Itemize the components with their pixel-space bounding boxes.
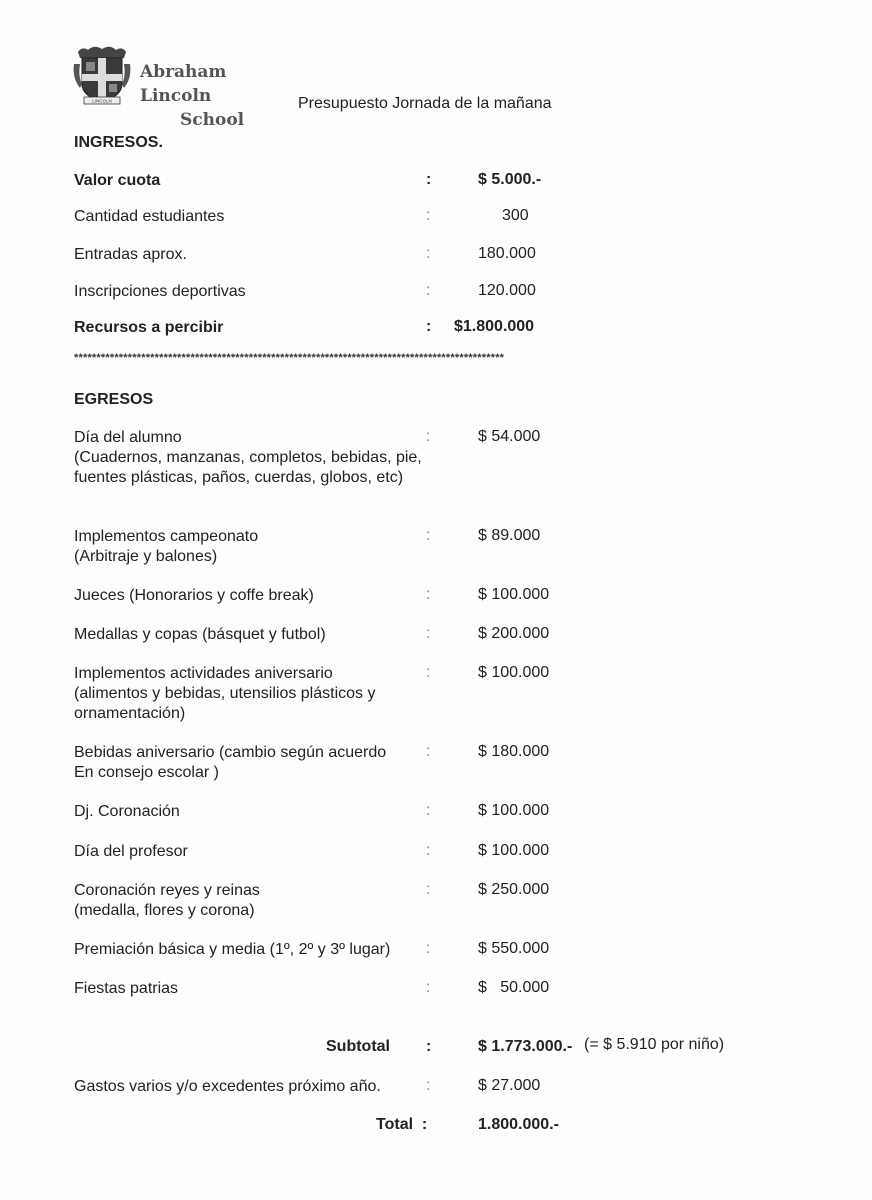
- row-value: $ 180.000: [478, 743, 550, 760]
- row-value: 120.000: [478, 282, 536, 299]
- crest-caption: LINCOLN: [92, 98, 112, 104]
- total-value: 1.800.000.-: [478, 1116, 559, 1133]
- gastos-colon: :: [426, 1077, 431, 1094]
- document-title: Presupuesto Jornada de la mañana: [298, 95, 552, 112]
- row-colon: :: [426, 979, 431, 996]
- row-detail: (Cuadernos, manzanas, completos, bebidas, pie, fuentes plásticas, paños, cuerdas, globos, etc): [74, 449, 422, 486]
- school-crest-logo: [72, 44, 132, 106]
- row-value: $ 100.000: [478, 802, 550, 819]
- row-colon: :: [426, 207, 431, 224]
- total-label: Total :: [376, 1116, 428, 1133]
- row-label: Valor cuota: [74, 172, 161, 189]
- row-value: $1.800.000: [454, 318, 535, 335]
- gastos-label: Gastos varios y/o excedentes próximo año.: [74, 1078, 381, 1095]
- row-label: Día del alumno: [74, 429, 182, 446]
- row-detail: En consejo escolar ): [74, 764, 219, 781]
- row-label-group: [74, 428, 424, 488]
- row-colon: :: [426, 171, 432, 188]
- row-colon: :: [426, 743, 431, 760]
- row-label: Cantidad estudiantes: [74, 208, 225, 225]
- row-label: Jueces (Honorarios y coffe break): [74, 587, 314, 604]
- row-value: $ 100.000: [478, 842, 550, 859]
- row-detail: (Arbitraje y balones): [74, 548, 218, 565]
- row-colon: :: [426, 318, 432, 335]
- crest-icon: [72, 44, 132, 106]
- gastos-value: $ 27.000: [478, 1077, 541, 1094]
- row-label: Implementos actividades aniversario: [74, 665, 333, 682]
- row-label: Día del profesor: [74, 843, 188, 860]
- subtotal-colon: :: [426, 1038, 432, 1055]
- row-label: Bebidas aniversario (cambio según acuerdo: [74, 744, 387, 761]
- row-colon: :: [426, 881, 431, 898]
- ingresos-heading: INGRESOS.: [74, 134, 163, 151]
- row-value: $ 250.000: [478, 881, 550, 898]
- row-value: 180.000: [478, 245, 536, 262]
- school-name-line1: Abraham Lincoln: [140, 62, 227, 106]
- row-detail: (medalla, flores y corona): [74, 902, 255, 919]
- row-label: Fiestas patrias: [74, 980, 179, 997]
- row-value: $ 100.000: [478, 664, 550, 681]
- row-value: $ 89.000: [478, 527, 541, 544]
- row-label: Coronación reyes y reinas: [74, 882, 260, 899]
- row-label: Inscripciones deportivas: [74, 283, 246, 300]
- row-colon: :: [426, 940, 431, 957]
- row-colon: :: [426, 586, 431, 603]
- row-detail: (alimentos y bebidas, utensilios plásticos y ornamentación): [74, 685, 376, 722]
- row-value: $ 54.000: [478, 428, 541, 445]
- row-label-group: [74, 664, 424, 724]
- subtotal-value: $ 1.773.000.-: [478, 1038, 573, 1055]
- row-value: 300: [502, 207, 529, 224]
- row-label-group: [74, 527, 424, 567]
- school-name: [140, 60, 300, 132]
- row-value: $ 50.000: [478, 979, 550, 996]
- row-value: $ 550.000: [478, 940, 550, 957]
- row-label: Dj. Coronación: [74, 803, 180, 820]
- row-colon: :: [426, 664, 431, 681]
- row-value: $ 200.000: [478, 625, 550, 642]
- egresos-heading: EGRESOS: [74, 391, 154, 408]
- row-colon: :: [426, 842, 431, 859]
- row-colon: :: [426, 802, 431, 819]
- row-label: Entradas aprox.: [74, 246, 187, 263]
- row-value: $ 5.000.-: [478, 171, 542, 188]
- row-value: $ 100.000: [478, 586, 550, 603]
- row-label-group: [74, 881, 424, 921]
- row-colon: :: [426, 527, 431, 544]
- row-colon: :: [426, 428, 431, 445]
- row-label: Recursos a percibir: [74, 319, 224, 336]
- row-label: Implementos campeonato: [74, 528, 259, 545]
- asterisk-separator: ************************************************************************************************: [74, 352, 505, 364]
- subtotal-note: (= $ 5.910 por niño): [584, 1036, 725, 1053]
- school-name-line2: School: [180, 110, 245, 130]
- row-label-group: [74, 743, 424, 783]
- row-colon: :: [426, 625, 431, 642]
- row-label: Medallas y copas (básquet y futbol): [74, 626, 326, 643]
- row-label: Premiación básica y media (1º, 2º y 3º lugar): [74, 941, 391, 958]
- row-colon: :: [426, 245, 431, 262]
- row-colon: :: [426, 282, 431, 299]
- subtotal-label: Subtotal: [326, 1038, 390, 1055]
